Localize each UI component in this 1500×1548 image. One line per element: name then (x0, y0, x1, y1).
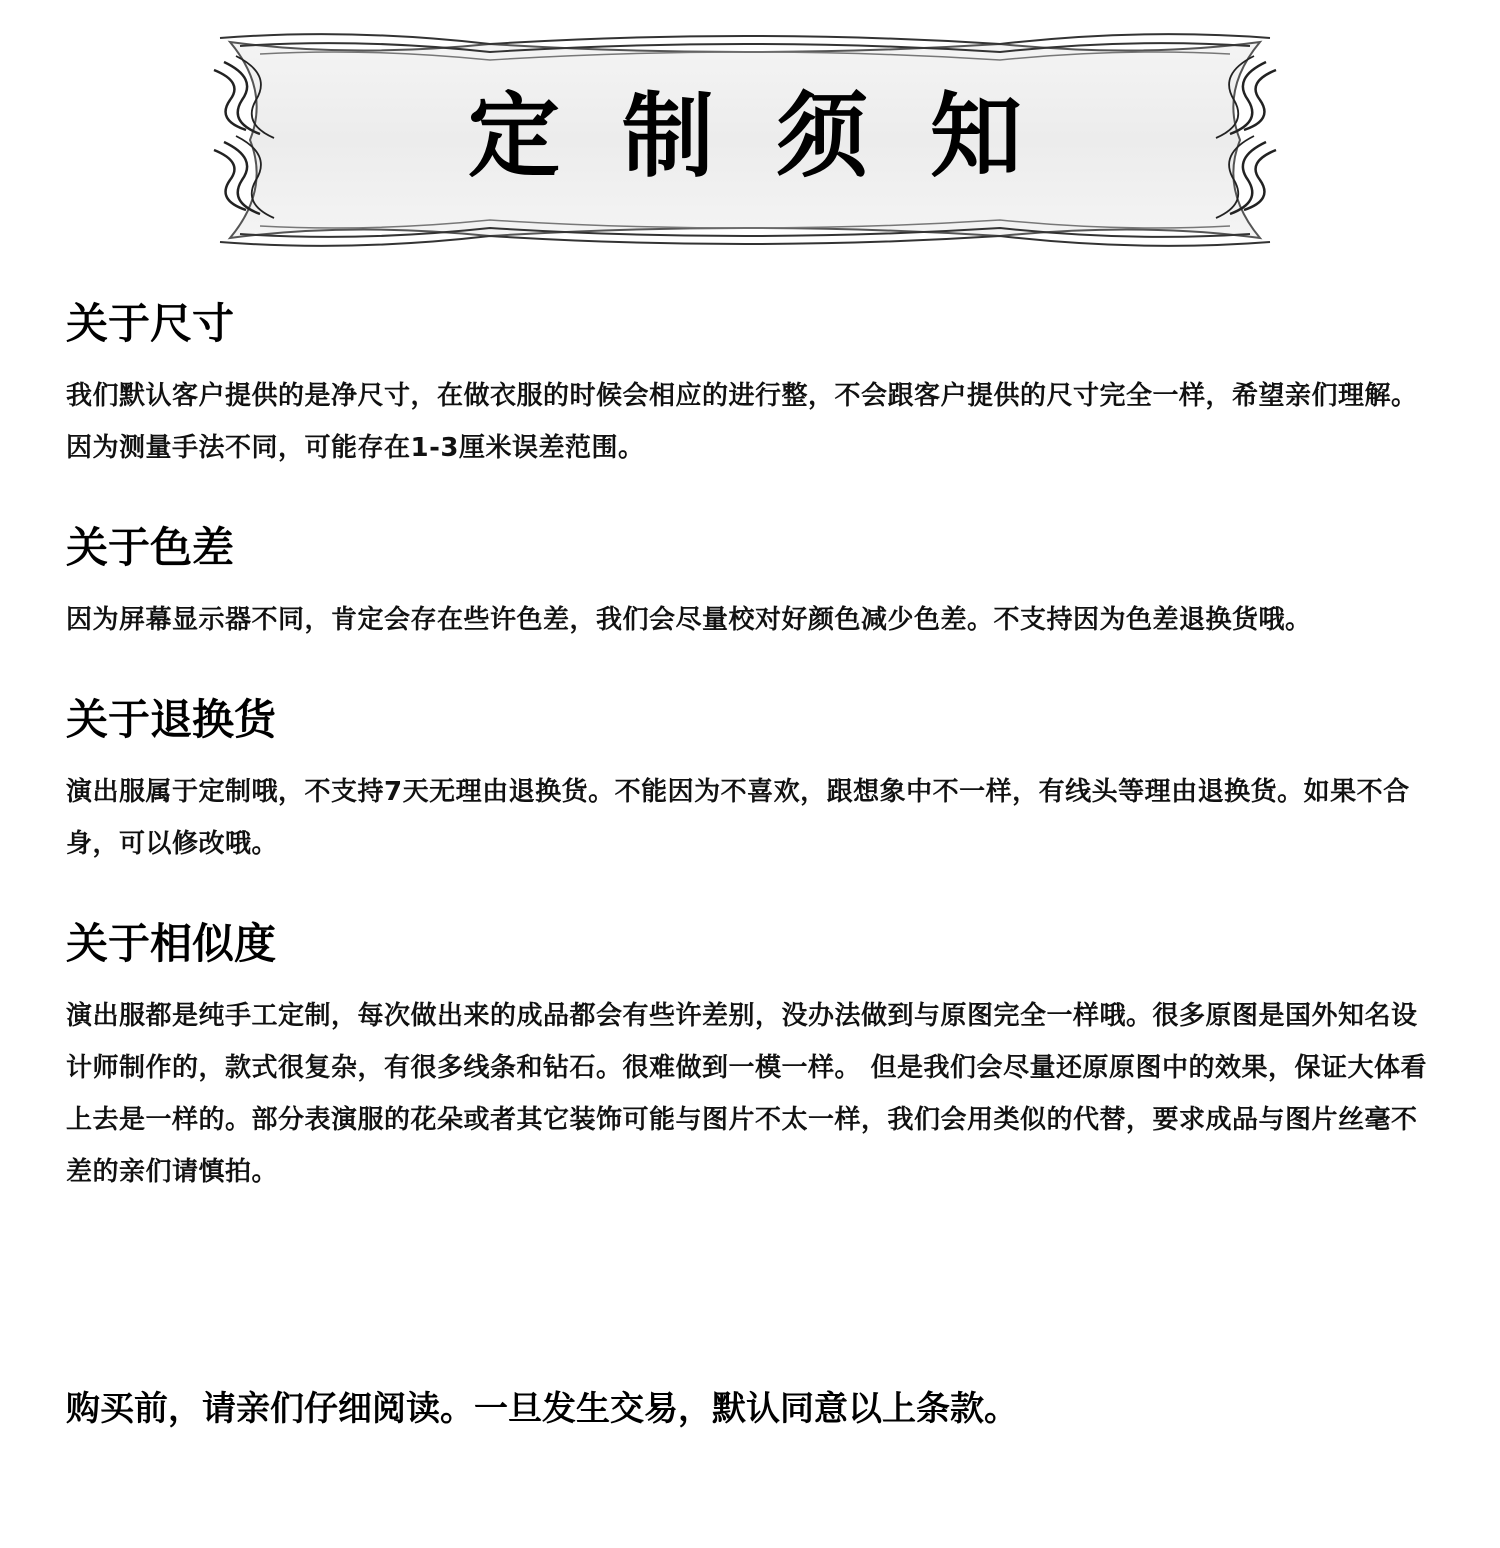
page-title: 定制须知 (467, 83, 1084, 190)
section-returns (66, 692, 1436, 870)
section-heading: 关于退换货 (66, 695, 277, 744)
section-size (66, 296, 1436, 474)
section-heading: 关于相似度 (66, 919, 277, 968)
notice-content (66, 296, 1436, 1244)
closing-statement: 购买前，请亲们仔细阅读。一旦发生交易，默认同意以上条款。 (66, 1389, 1018, 1429)
section-heading: 关于色差 (66, 523, 235, 572)
section-heading: 关于尺寸 (66, 299, 235, 348)
title-banner (200, 30, 1290, 250)
section-similarity (66, 916, 1436, 1198)
section-body: 因为屏幕显示器不同，肯定会存在些许色差，我们会尽量校对好颜色减少色差。不支持因为色差退换货哦。 (66, 605, 1312, 635)
section-body: 演出服属于定制哦，不支持7天无理由退换货。不能因为不喜欢，跟想象中不一样，有线头等理由退换货。如果不合身，可以修改哦。 (66, 777, 1410, 859)
section-body: 演出服都是纯手工定制，每次做出来的成品都会有些许差别，没办法做到与原图完全一样哦。很多原图是国外知名设计师制作的，款式很复杂，有很多线条和钻石。很难做到一模一样。 但是我们会尽量还原原图中的效果，保证大体看上去是一样的。部分表演服的花朵或者其它装饰可能与图片不太一样，我们会用类似的代替，要求成品与图片丝毫不差的亲们请慎拍。 (66, 1001, 1428, 1187)
section-color-difference (66, 520, 1436, 646)
section-body: 我们默认客户提供的是净尺寸，在做衣服的时候会相应的进行整，不会跟客户提供的尺寸完全一样，希望亲们理解。因为测量手法不同，可能存在1-3厘米误差范围。 (66, 381, 1418, 463)
